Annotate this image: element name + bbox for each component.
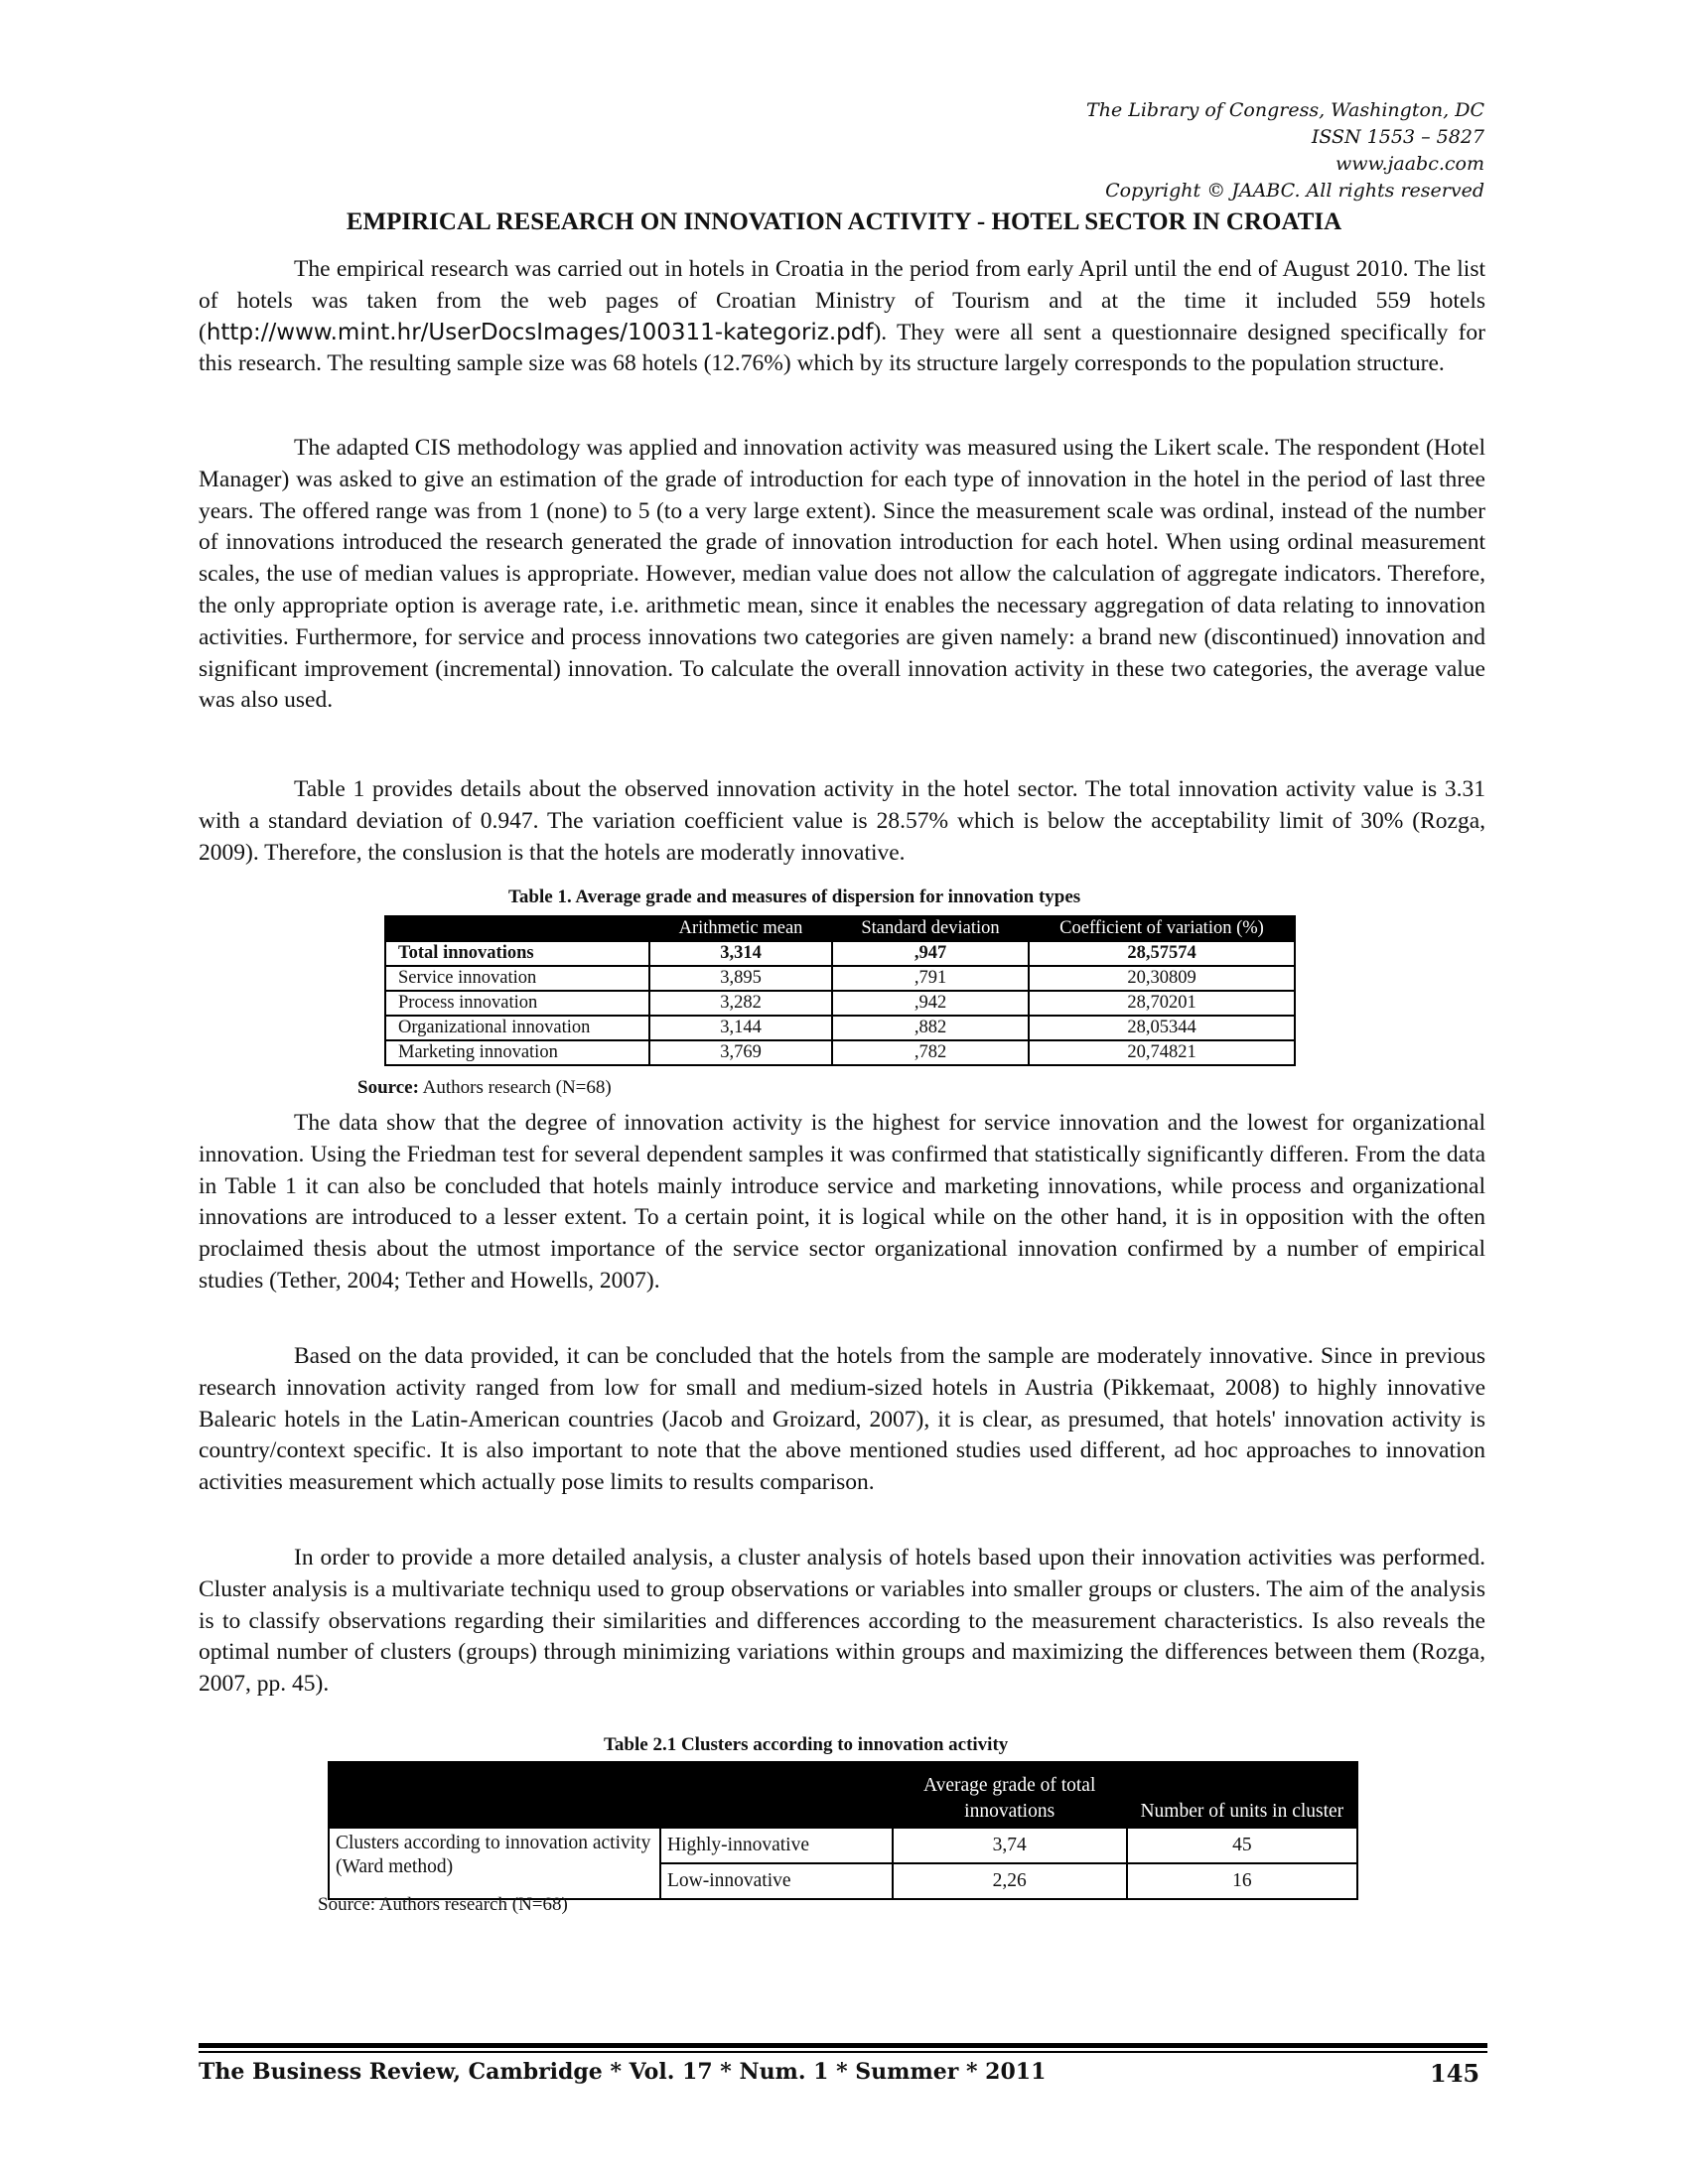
header-website: www.jaabc.com: [1335, 153, 1484, 175]
table-cell: 3,282: [649, 991, 832, 1016]
table-cell: 3,144: [649, 1016, 832, 1040]
table-cell: Marketing innovation: [385, 1040, 649, 1065]
table-2-header-row: [329, 1762, 1357, 1828]
table-cell: ,882: [832, 1016, 1029, 1040]
table-cell: 28,70201: [1029, 991, 1295, 1016]
table-cell: 20,74821: [1029, 1040, 1295, 1065]
table-2: [328, 1761, 1358, 1900]
table-2-header-avg: Average grade of total innovations: [893, 1762, 1127, 1828]
table-row: [385, 991, 1295, 1016]
table-row: [385, 1016, 1295, 1040]
table-1-header-mean: Arithmetic mean: [649, 916, 832, 941]
header-issn: ISSN 1553 – 5827: [1311, 126, 1484, 148]
table-2-header-units: Number of units in cluster: [1127, 1762, 1357, 1828]
paragraph-3: Table 1 provides details about the observed innovation activity in the hotel sector. The total innovation activity value is 3.31 with a standard deviation of 0.947. The variation coefficient value is 28.57% which is below the acceptability limit of 30% (Rozga, 2009). Therefore, the conslusion is that the hotels are moderatly innovative.: [199, 776, 1485, 866]
table-1-source: [357, 1077, 612, 1099]
table-cell: Highly-innovative: [660, 1828, 893, 1863]
table-1-header-row: [385, 916, 1295, 941]
table-cell: Organizational innovation: [385, 1016, 649, 1040]
paragraph-4: The data show that the degree of innovation activity is the highest for service innovation and the lowest for organizational innovation. Using the Friedman test for several dependent samples it was confirmed that statistically significantly differen. From the data in Table 1 it can also be concluded that hotels mainly introduce service and marketing innovations, while process and organizational innovations are introduced to a lesser extent. To a certain point, it is logical while on the other hand, it is in opposition with the often proclaimed thesis about the utmost importance of the service sector organizational innovation confirmed by a number of empirical studies (Tether, 2004; Tether and Howells, 2007).: [199, 1110, 1485, 1294]
table-cell: 3,74: [893, 1828, 1127, 1863]
paragraph-1-text-b: ). They were all sent a questionnaire designed specifically for this research. The resulting sample size was 68 hotels (12.76%) which by its structure largely corresponds to the population structure.: [199, 319, 1485, 377]
table-row: [329, 1828, 1357, 1863]
footer-rule-thin: [199, 2051, 1487, 2053]
table-1-source-label: Source:: [357, 1077, 419, 1098]
table-cell: Total innovations: [385, 941, 649, 966]
table-cell: 16: [1127, 1863, 1357, 1899]
table-cell: ,947: [832, 941, 1029, 966]
table-1: [384, 915, 1296, 1066]
table-cell: 20,30809: [1029, 966, 1295, 991]
table-row: [385, 941, 1295, 966]
footer-rule-thick: [199, 2043, 1487, 2048]
table-row: [385, 966, 1295, 991]
ministry-url-link[interactable]: http://www.mint.hr/UserDocsImages/100311-kategoriz.pdf: [206, 319, 874, 345]
table-cell: 28,05344: [1029, 1016, 1295, 1040]
table-cell: Low-innovative: [660, 1863, 893, 1899]
header-library: The Library of Congress, Washington, DC: [1086, 99, 1484, 121]
paragraph-2: The adapted CIS methodology was applied and innovation activity was measured using the Likert scale. The respondent (Hotel Manager) was asked to give an estimation of the grade of introduction for each type of innovation in the hotel in the period of last three years. The offered range was from 1 (none) to 5 (to a very large extent). Since the measurement scale was ordinal, instead of the number of innovations introduced the research generated the grade of innovation introduction for each hotel. When using ordinal measurement scales, the use of median values is appropriate. However, median value does not allow the calculation of aggregate indicators. Therefore, the only appropriate option is average rate, i.e. arithmetic mean, since it enables the necessary aggregation of data relating to innovation activities. Furthermore, for service and process innovations two categories are given namely: a brand new (discontinued) innovation and significant improvement (incremental) innovation. To calculate the overall innovation activity in these two categories, the average value was also used.: [199, 435, 1485, 714]
table-cell: ,782: [832, 1040, 1029, 1065]
table-1-source-text: Authors research (N=68): [418, 1077, 612, 1098]
table-1-caption: Table 1. Average grade and measures of dispersion for innovation types: [508, 887, 1081, 907]
footer-journal: The Business Review, Cambridge * Vol. 17 * Num. 1 * Summer * 2011: [199, 2059, 1047, 2085]
section-title: EMPIRICAL RESEARCH ON INNOVATION ACTIVITY - HOTEL SECTOR IN CROATIA: [346, 208, 1342, 235]
header-copyright: Copyright © JAABC. All rights reserved: [1105, 180, 1484, 202]
table-cell: 28,57574: [1029, 941, 1295, 966]
table-cell: 3,895: [649, 966, 832, 991]
table-cell: ,942: [832, 991, 1029, 1016]
table-cell: 2,26: [893, 1863, 1127, 1899]
table-2-caption: Table 2.1 Clusters according to innovation activity: [604, 1734, 1009, 1755]
table-row: [385, 1040, 1295, 1065]
table-2-header-empty: [329, 1762, 893, 1828]
paragraph-5: Based on the data provided, it can be concluded that the hotels from the sample are moderately innovative. Since in previous research innovation activity ranged from low for small and medium-sized hotels in Austria (Pikkemaat, 2008) to highly innovative Balearic hotels in the Latin-American countries (Jacob and Groizard, 2007), it is clear, as presumed, that hotels' innovation activity is country/context specific. It is also important to note that the above mentioned studies used different, ad hoc approaches to innovation activities measurement which actually pose limits to results comparison.: [199, 1343, 1485, 1496]
table-cell: 45: [1127, 1828, 1357, 1863]
table-1-header-empty: [385, 916, 649, 941]
table-cell: 3,314: [649, 941, 832, 966]
table-cell: Service innovation: [385, 966, 649, 991]
page-number: 145: [1430, 2059, 1480, 2088]
table-cell: 3,769: [649, 1040, 832, 1065]
paragraph-1: [199, 254, 1485, 380]
journal-header: [968, 97, 1484, 205]
paragraph-6: In order to provide a more detailed analysis, a cluster analysis of hotels based upon their innovation activities was performed. Cluster analysis is a multivariate techniqu used to group observations or variables into smaller groups or clusters. The aim of the analysis is to classify observations regarding their similarities and differences according to the measurement characteristics. Is also reveals the optimal number of clusters (groups) through minimizing variations within groups and maximizing the differences between them (Rozga, 2007, pp. 45).: [199, 1545, 1485, 1698]
table-2-group-label: Clusters according to innovation activity (Ward method): [329, 1828, 660, 1899]
table-cell: ,791: [832, 966, 1029, 991]
paragraph-1-text-a: The empirical research was carried out in hotels in Croatia in the period from early April until the end of August 2010. The list of hotels was taken from the web pages of Croatian Ministry of Tourism and at the time it included 559 hotels (: [199, 256, 1485, 345]
table-1-header-sd: Standard deviation: [832, 916, 1029, 941]
table-2-source: Source: Authors research (N=68): [318, 1894, 568, 1915]
table-cell: Process innovation: [385, 991, 649, 1016]
table-1-header-cv: Coefficient of variation (%): [1029, 916, 1295, 941]
